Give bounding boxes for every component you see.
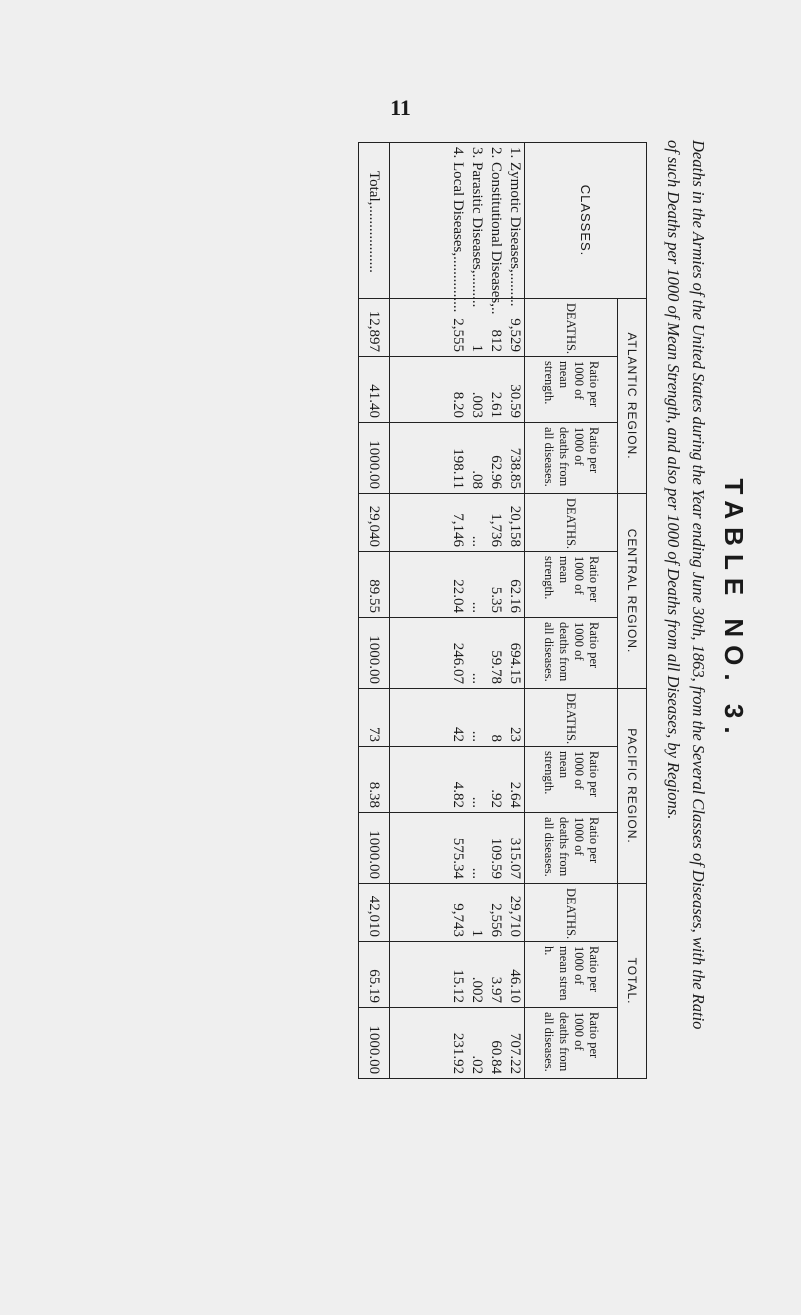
table-cell: 4.82 — [450, 781, 466, 809]
class-name-3: 3. Parasitic Diseases,......... — [469, 147, 485, 308]
table-cell: ... — [469, 535, 485, 547]
pacific-column-header-2: Ratio per 1000 of mean strength. — [525, 747, 618, 813]
atlantic-column-header-3: Ratio per 1000 of deaths from all diseases. — [525, 423, 618, 494]
table-cell: 198.11 — [450, 448, 466, 489]
region-header-atlantic: ATLANTIC REGION. — [618, 299, 647, 494]
pacific-values-column-1 — [390, 689, 525, 747]
pacific-column-header-3: Ratio per 1000 of deaths from all diseases. — [525, 813, 618, 884]
pacific-total-cell-1: 73 — [359, 689, 390, 747]
total-values-column-1 — [390, 884, 525, 942]
region-header-central: CENTRAL REGION. — [618, 494, 647, 689]
atlantic-values-column-3 — [390, 423, 525, 494]
table-cell: ... — [469, 867, 485, 880]
table-cell: ... — [469, 672, 485, 685]
table-cell: 694.15 — [507, 642, 523, 685]
table-cell: 62.16 — [507, 579, 523, 613]
atlantic-total-cell-2: 41.40 — [359, 357, 390, 423]
table-cell: 707.22 — [507, 1032, 523, 1075]
class-names-cell — [390, 143, 525, 315]
table-cell: .02 — [469, 1055, 485, 1075]
table-cell: 8.20 — [450, 391, 466, 418]
pacific-values-column-2 — [390, 747, 525, 813]
table-cell: 315.07 — [507, 837, 523, 880]
table-cell: ... — [469, 601, 485, 613]
atlantic-total-cell-3: 1000.00 — [359, 423, 390, 494]
table-cell: 29,710 — [507, 895, 523, 938]
table-cell: .92 — [488, 789, 504, 809]
total-column-header-1: DEATHS. — [525, 884, 618, 942]
page-number: 11 — [390, 95, 411, 120]
table-cell: 9,529 — [507, 318, 523, 352]
table-cell: 15.12 — [450, 969, 466, 1004]
central-column-header-2: Ratio per 1000 of mean strength. — [525, 552, 618, 618]
class-name-2: 2. Constitutional Diseases,.. — [488, 147, 504, 315]
atlantic-column-header-1: DEATHS. — [525, 299, 618, 357]
total-column-header-3: Ratio per 1000 of deaths from all diseases. — [525, 1008, 618, 1079]
total-total-cell-3: 1000.00 — [359, 1008, 390, 1079]
central-column-header-3: Ratio per 1000 of deaths from all diseases. — [525, 618, 618, 689]
central-total-cell-1: 29,040 — [359, 494, 390, 552]
table-cell: 8 — [488, 734, 504, 743]
table-cell: 1,736 — [488, 513, 504, 547]
table-cell: 2,556 — [488, 903, 504, 938]
pacific-column-header-1: DEATHS. — [525, 689, 618, 747]
table-cell: 246.07 — [450, 642, 466, 685]
table-cell: 20,158 — [507, 505, 523, 547]
table-cell: .002 — [469, 976, 485, 1004]
atlantic-total-cell-1: 12,897 — [359, 299, 390, 357]
table-cell: 2,555 — [450, 318, 466, 352]
table-cell: 59.78 — [488, 650, 504, 685]
table-cell: 3.97 — [488, 976, 504, 1004]
table-cell: 575.34 — [450, 837, 466, 880]
table-cell: 1 — [469, 344, 485, 352]
table-cell: 738.85 — [507, 447, 523, 489]
table-cell: ... — [469, 796, 485, 809]
pacific-total-cell-2: 8.38 — [359, 747, 390, 813]
table-cell: 7,146 — [450, 513, 466, 547]
table-cell: 2.64 — [507, 781, 523, 809]
table-cell: 9,743 — [450, 903, 466, 938]
table-cell: .003 — [469, 391, 485, 418]
table-cell: ... — [469, 730, 485, 743]
total-column-header-2: Ratio per 1000 of mean stren h. — [525, 942, 618, 1008]
table-cell: 42 — [450, 727, 466, 743]
table-cell: 109.59 — [488, 837, 504, 880]
table-cell: 46.10 — [507, 969, 523, 1004]
total-values-column-2 — [390, 942, 525, 1008]
pacific-total-cell-3: 1000.00 — [359, 813, 390, 884]
classes-header: CLASSES. — [525, 143, 647, 299]
table-cell: 62.96 — [488, 455, 504, 489]
central-values-column-2 — [390, 552, 525, 618]
table-cell: 5.35 — [488, 586, 504, 613]
table-cell: 60.84 — [488, 1040, 504, 1075]
table-cell: 2.61 — [488, 391, 504, 418]
region-header-total: TOTAL. — [618, 884, 647, 1079]
region-header-pacific: PACIFIC REGION. — [618, 689, 647, 884]
rotated-page-content — [135, 140, 795, 1080]
statistics-table — [358, 142, 647, 1079]
class-name-1: 1. Zymotic Diseases,......... — [507, 147, 523, 307]
central-total-cell-3: 1000.00 — [359, 618, 390, 689]
table-cell: 812 — [488, 329, 504, 352]
total-values-column-3 — [390, 1008, 525, 1079]
table-caption — [664, 140, 795, 1080]
pacific-values-column-3 — [390, 813, 525, 884]
table-heading: TABLE NO. 3. — [719, 478, 749, 742]
table-cell: 22.04 — [450, 579, 466, 613]
table-cell: 23 — [507, 727, 523, 743]
central-column-header-1: DEATHS. — [525, 494, 618, 552]
subtitle-line-1: Deaths in the Armies of the United States during the Year ending June 30th, 1863, from the Several Classes of Diseases, with the Ratio — [689, 140, 708, 1030]
subtitle-line-2: of such Deaths per 1000 of Mean Strength, and also per 1000 of Deaths from all Diseases, by Regions. — [664, 140, 683, 820]
class-name-4: 4. Local Diseases,............... — [450, 147, 466, 313]
total-total-cell-1: 42,010 — [359, 884, 390, 942]
table-cell: 30.59 — [507, 384, 523, 418]
table-cell: 231.92 — [450, 1032, 466, 1075]
total-total-cell-2: 65.19 — [359, 942, 390, 1008]
table-subtitle — [661, 140, 711, 1080]
atlantic-values-column-2 — [390, 357, 525, 423]
central-values-column-3 — [390, 618, 525, 689]
table-cell: 1 — [469, 929, 485, 938]
table-cell: .08 — [469, 470, 485, 489]
central-total-cell-2: 89.55 — [359, 552, 390, 618]
atlantic-column-header-2: Ratio per 1000 of mean strength. — [525, 357, 618, 423]
central-values-column-1 — [390, 494, 525, 552]
total-label: Total,.................. — [359, 143, 390, 299]
